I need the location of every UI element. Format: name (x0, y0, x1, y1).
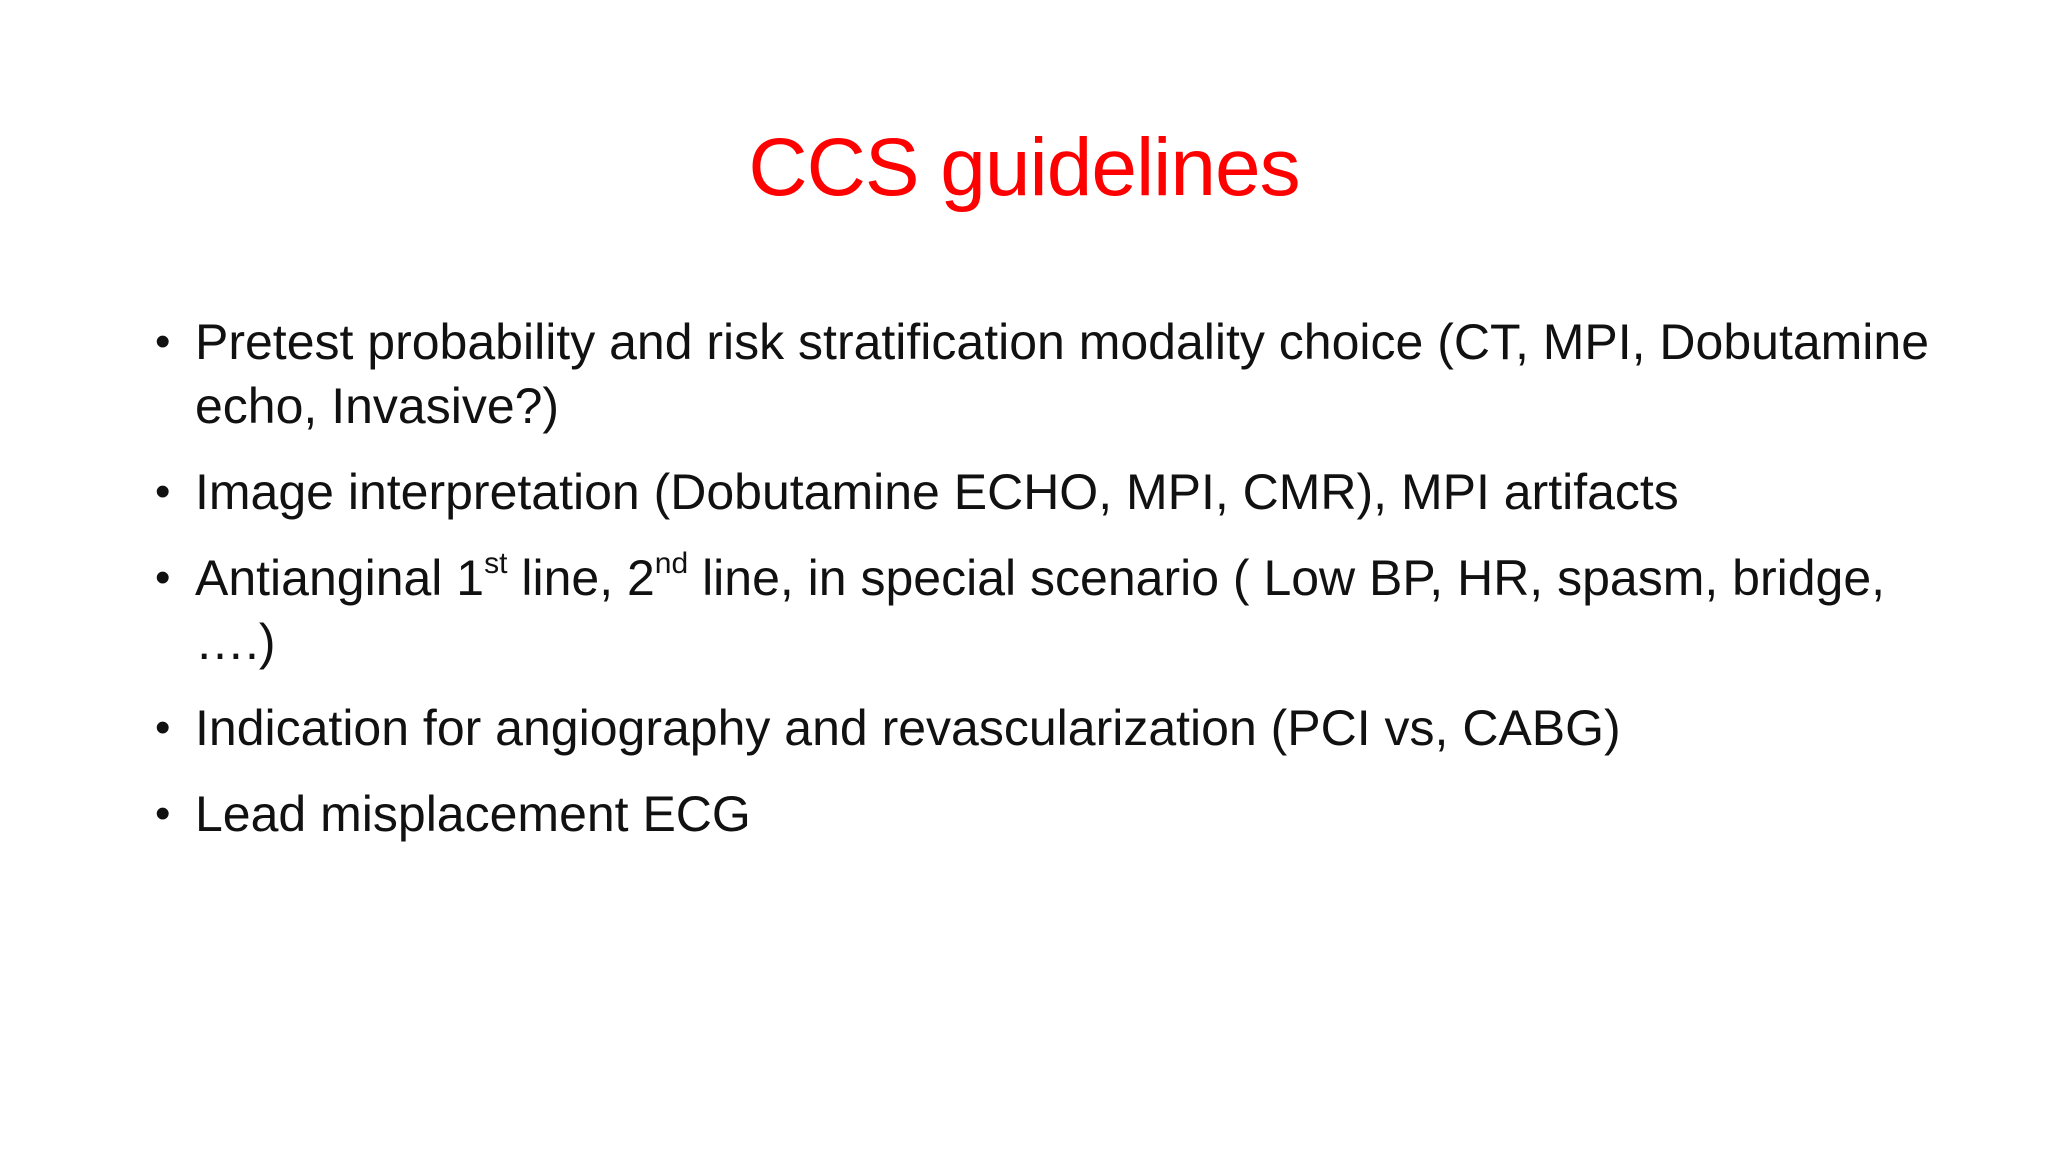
bullet-text: Indication for angiography and revascularization (PCI vs, CABG) (195, 700, 1621, 756)
bullet-dot-icon: • (155, 703, 171, 752)
bullet-item-pretest (155, 310, 1955, 438)
slide-title: CCS guidelines (748, 122, 1300, 213)
bullet-text: Lead misplacement ECG (195, 786, 751, 842)
bullet-list (155, 310, 1955, 868)
bullet-item-antianginal (155, 546, 1955, 674)
bullet-dot-icon: • (155, 467, 171, 516)
bullet-dot-icon: • (155, 317, 171, 366)
bullet-item-lead-misplacement (155, 782, 1955, 846)
bullet-dot-icon: • (155, 553, 171, 602)
bullet-text: Image interpretation (Dobutamine ECHO, MPI, CMR), MPI artifacts (195, 464, 1679, 520)
bullet-dot-icon: • (155, 789, 171, 838)
bullet-item-angiography (155, 696, 1955, 760)
bullet-text-part: Antianginal 1 (195, 550, 485, 606)
superscript-st: st (484, 547, 508, 581)
superscript-nd: nd (654, 547, 689, 581)
bullet-text: Pretest probability and risk stratification modality choice (CT, MPI, Dobutamine echo, Invasive?) (195, 314, 1930, 434)
bullet-item-image-interpretation (155, 460, 1955, 524)
bullet-text-part: line, in special scenario ( Low BP, HR, spasm, bridge, ….) (195, 550, 1886, 670)
bullet-text-part: line, 2 (507, 550, 655, 606)
